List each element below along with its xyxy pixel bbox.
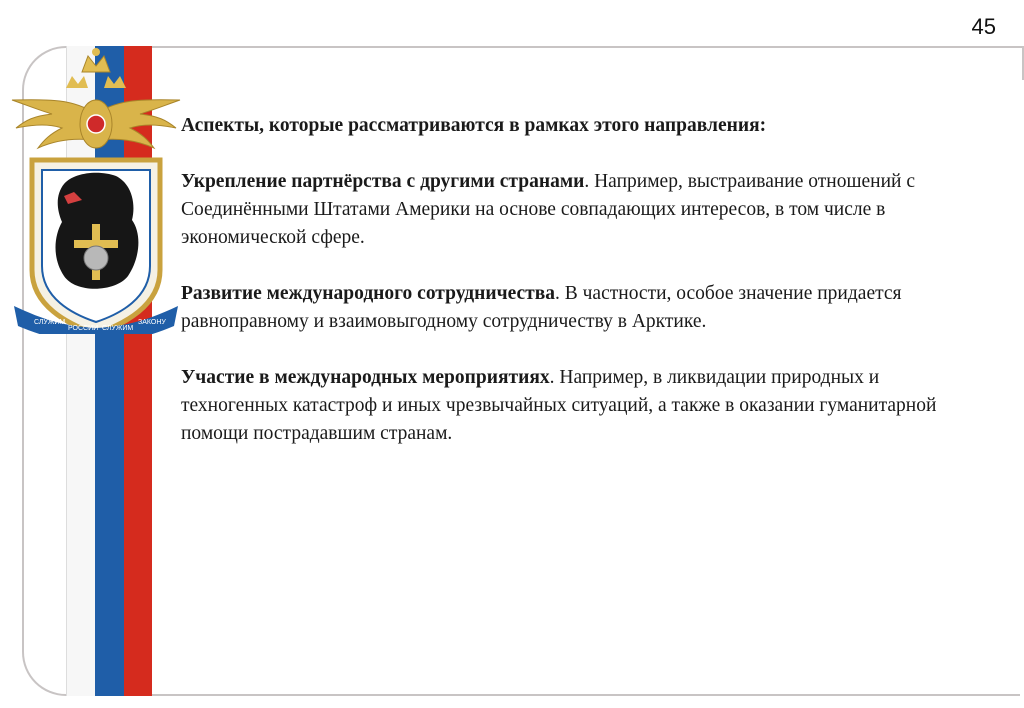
paragraph-partnership (181, 168, 991, 252)
svg-text:СЛУЖИМ: СЛУЖИМ (102, 325, 134, 332)
slide-content (181, 112, 991, 476)
paragraph-text: . Например, в ликвидации природных и техногенных катастроф и иных чрезвычайных ситуаций, а также в оказании гуманитарной помощи пострадавшим странам. (181, 367, 937, 444)
ribbon-text: СЛУЖИМ (34, 319, 66, 326)
svg-text:ЗАКОНУ: ЗАКОНУ (138, 319, 166, 326)
paragraph-title: Укрепление партнёрства с другими странами (181, 171, 585, 192)
paragraph-cooperation (181, 280, 991, 336)
police-emblem-icon (4, 44, 188, 334)
paragraph-text: . Например, выстраивание отношений с Соединёнными Штатами Америки на основе совпадающих интересов, в том числе в экономической сфере. (181, 171, 915, 248)
paragraph-title: Участие в международных мероприятиях (181, 367, 550, 388)
svg-text:РОССИИ: РОССИИ (68, 325, 99, 332)
paragraph-text: . В частности, особое значение придается равноправному и взаимовыгодному сотрудничеству в Арктике. (181, 283, 902, 332)
page-number: 45 (971, 14, 996, 39)
paragraph-events (181, 364, 991, 448)
frame-corner (990, 46, 1024, 80)
slide-heading: Аспекты, которые рассматриваются в рамках этого направления: (181, 115, 767, 136)
paragraph-title: Развитие международного сотрудничества (181, 283, 555, 304)
